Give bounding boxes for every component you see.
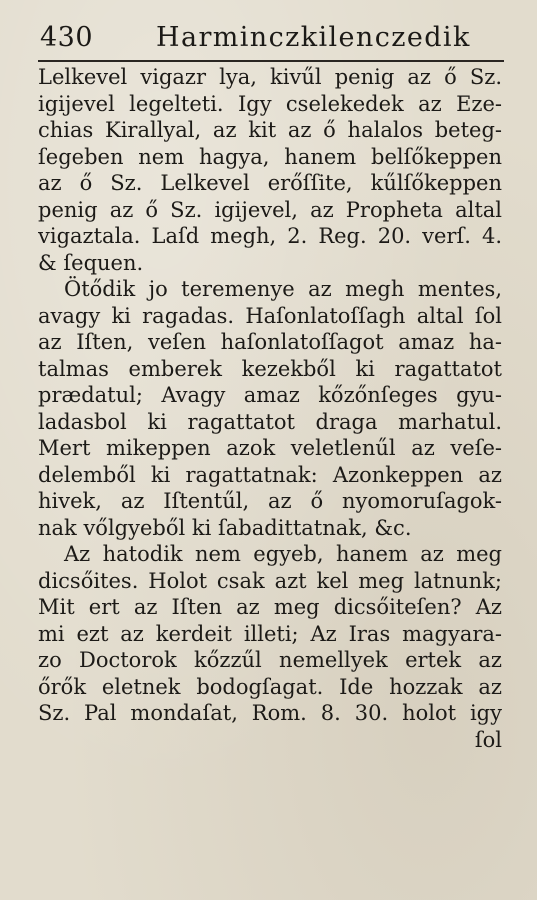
text-line: Sz. Pal mondaſat, Rom. 8. 30. holot igy <box>38 701 502 725</box>
text-line: igijevel legelteti. Igy cselekedek az Eze- <box>38 91 502 116</box>
header-rule <box>38 60 504 62</box>
text-line: az ő Sz. Lelkevel erőſſite, kűlſőkeppen <box>38 171 502 195</box>
text-line: & ſequen. <box>38 250 144 275</box>
text-line: zo Doctorok kőzzűl nemellyek ertek az <box>38 648 502 672</box>
text-line: ladasbol ki ragattatot draga marhatul. <box>38 409 502 434</box>
body-text <box>38 64 502 753</box>
running-head: Harminczkilenczedik <box>156 22 471 53</box>
text-line: chias Kirallyal, az kit az ő halalos beteg- <box>38 118 502 142</box>
text-line: őrők eletnek bodogſagat. Ide hozzak az <box>38 674 502 699</box>
text-line: nak vőlgyeből ki ſabadittatnak, &c. <box>38 515 412 540</box>
text-line: prædatul; Avagy amaz kőzőnſeges gyu- <box>38 383 502 407</box>
text-line: delemből ki ragattatnak: Azonkeppen az <box>38 462 502 487</box>
text-line: ſegeben nem hagya, hanem belſőkeppen <box>38 144 502 169</box>
text-line: az Iſten, veſen haſonlatoſſagot amaz ha- <box>38 330 502 354</box>
paragraph-start-line: Ötődik jo teremenye az megh mentes, <box>64 277 502 301</box>
paragraph-start-line: Az hatodik nem egyeb, hanem az meg <box>64 542 502 566</box>
text-line: avagy ki ragadas. Haſonlatoſſagh altal ſol <box>38 303 502 328</box>
text-line: talmas emberek kezekből ki ragattatot <box>38 356 502 381</box>
text-line: Mit ert az Iſten az meg dicsőiteſen? Az <box>38 595 502 619</box>
catchword: ſol <box>474 727 502 752</box>
text-line: Lelkevel vigazr lya, kivűl penig az ő Sz. <box>38 65 502 89</box>
page-number: 430 <box>40 22 94 53</box>
text-line: hivek, az Iſtentűl, az ő nyomoruſagok- <box>38 489 502 513</box>
text-line: Mert mikeppen azok veletlenűl az veſe- <box>38 436 502 460</box>
page-header <box>38 14 508 54</box>
text-line: mi ezt az kerdeit illeti; Az Iras magyara- <box>38 621 502 646</box>
text-line: dicsőites. Holot csak azt kel meg latnunk; <box>38 568 502 593</box>
text-line: vigaztala. Laſd megh, 2. Reg. 20. verſ. 4. <box>38 224 502 248</box>
text-line: penig az ő Sz. igijevel, az Propheta altal <box>38 197 502 222</box>
